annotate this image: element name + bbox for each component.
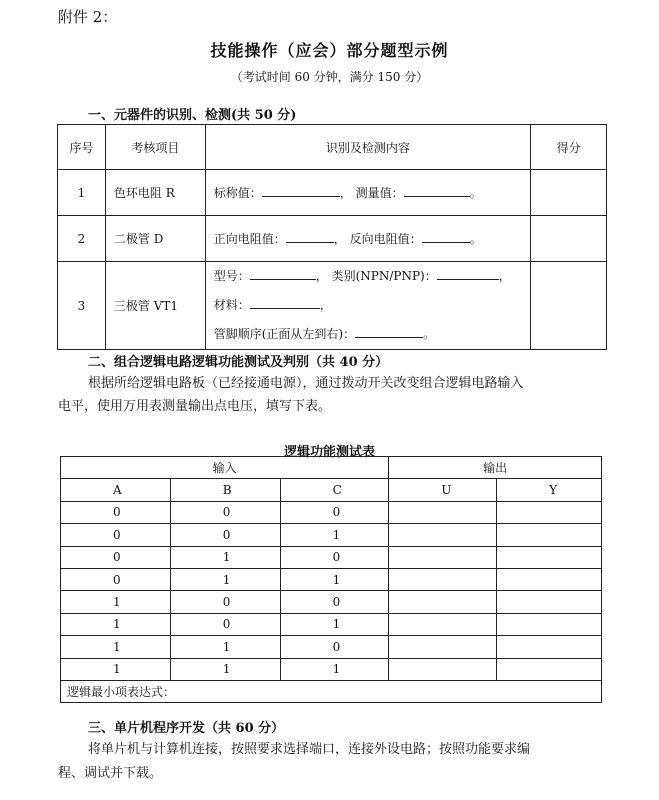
col-header-a: A	[61, 479, 171, 501]
column-header-row	[61, 479, 602, 501]
cell-u	[389, 636, 497, 658]
cell-c: 1	[280, 613, 389, 635]
expression-label: 逻辑最小项表达式：	[61, 680, 602, 702]
table-row	[58, 170, 607, 216]
cell-b: 0	[170, 613, 280, 635]
cell-a: 0	[61, 568, 171, 590]
field-label: 管脚顺序(正面从左到右)：	[213, 327, 356, 341]
section3-paragraph-line1: 将单片机与计算机连接，按照要求选择端口，连接外设电路；按照功能要求编	[88, 742, 531, 757]
row-item: 三极管 VT1	[105, 262, 205, 350]
table-row	[61, 591, 602, 613]
field-label: 型号：	[213, 269, 250, 283]
cell-b: 1	[170, 546, 280, 568]
page-subtitle: （考试时间 60 分钟，满分 150 分）	[230, 70, 429, 84]
header-no: 序号	[58, 125, 106, 170]
field-label: 正向电阻值：	[213, 232, 286, 246]
cell-a: 0	[61, 501, 171, 523]
section2-paragraph-line1: 根据所给逻辑电路板（已经接通电源），通过拨动开关改变组合逻辑电路输入	[88, 376, 524, 391]
cell-b: 1	[170, 568, 280, 590]
cell-y	[497, 636, 602, 658]
logic-function-table	[60, 456, 602, 703]
cell-u	[389, 613, 497, 635]
row-item: 二极管 D	[105, 216, 205, 262]
component-test-table	[57, 124, 607, 350]
row-no: 1	[58, 170, 106, 216]
table-row	[58, 262, 607, 350]
table-header-row	[58, 125, 607, 170]
cell-y	[497, 613, 602, 635]
table-row	[61, 613, 602, 635]
cell-y	[497, 568, 602, 590]
cell-a: 1	[61, 613, 171, 635]
header-item: 考核项目	[105, 125, 205, 170]
table-row	[61, 546, 602, 568]
score-cell	[531, 170, 607, 216]
answer-blank	[250, 296, 320, 309]
cell-y	[497, 546, 602, 568]
cell-a: 1	[61, 591, 171, 613]
cell-u	[389, 591, 497, 613]
logic-table-caption: 逻辑功能测试表	[283, 445, 375, 460]
cell-c: 0	[280, 546, 389, 568]
row-no: 3	[58, 262, 106, 350]
header-score: 得分	[531, 125, 607, 170]
output-group-header: 输出	[389, 457, 602, 479]
row-content: 型号： ， 类别(NPN/PNP)： ， 材料： ， 管脚顺序(正面从左到右)： 。	[205, 262, 530, 350]
section1-heading: 一、元器件的识别、检测(共 50 分)	[88, 108, 297, 123]
section3-paragraph-line2: 程、调试并下载。	[58, 766, 163, 781]
cell-u	[389, 658, 497, 680]
expression-row	[61, 680, 602, 702]
cell-b: 0	[170, 501, 280, 523]
row-item: 色环电阻 R	[105, 170, 205, 216]
cell-b: 0	[170, 524, 280, 546]
col-header-y: Y	[497, 479, 602, 501]
field-label: 标称值：	[213, 186, 262, 200]
section3-heading: 三、单片机程序开发（共 60 分）	[88, 721, 285, 736]
cell-u	[389, 568, 497, 590]
answer-blank	[286, 230, 334, 243]
cell-c: 1	[280, 524, 389, 546]
field-label: 材料：	[213, 298, 250, 312]
cell-a: 1	[61, 658, 171, 680]
col-header-c: C	[280, 479, 389, 501]
header-content: 识别及检测内容	[205, 125, 530, 170]
cell-y	[497, 658, 602, 680]
answer-blank	[422, 230, 470, 243]
cell-b: 0	[170, 591, 280, 613]
page-title: 技能操作（应会）部分题型示例	[210, 41, 449, 60]
cell-a: 0	[61, 546, 171, 568]
cell-u	[389, 524, 497, 546]
row-content: 标称值： ， 测量值： 。	[205, 170, 530, 216]
table-row	[61, 501, 602, 523]
table-row	[61, 636, 602, 658]
score-cell	[531, 262, 607, 350]
cell-a: 0	[61, 524, 171, 546]
row-content: 正向电阻值： ， 反向电阻值： 。	[205, 216, 530, 262]
cell-c: 1	[280, 568, 389, 590]
table-row	[61, 568, 602, 590]
field-label: 反向电阻值：	[349, 232, 422, 246]
row-no: 2	[58, 216, 106, 262]
table-row	[61, 658, 602, 680]
cell-y	[497, 501, 602, 523]
field-label: 测量值：	[355, 186, 404, 200]
cell-y	[497, 524, 602, 546]
cell-c: 0	[280, 591, 389, 613]
cell-c: 1	[280, 658, 389, 680]
cell-b: 1	[170, 658, 280, 680]
cell-u	[389, 501, 497, 523]
group-header-row	[61, 457, 602, 479]
col-header-u: U	[389, 479, 497, 501]
table-row	[61, 524, 602, 546]
cell-b: 1	[170, 636, 280, 658]
answer-blank	[355, 325, 423, 338]
input-group-header: 输入	[61, 457, 389, 479]
cell-u	[389, 546, 497, 568]
cell-c: 0	[280, 636, 389, 658]
field-label: 类别(NPN/PNP)：	[331, 269, 437, 283]
answer-blank	[250, 267, 316, 280]
answer-blank	[404, 184, 470, 197]
cell-a: 1	[61, 636, 171, 658]
section2-heading: 二、组合逻辑电路逻辑功能测试及判别（共 40 分）	[88, 355, 389, 370]
answer-blank	[262, 184, 340, 197]
cell-c: 0	[280, 501, 389, 523]
table-row	[58, 216, 607, 262]
cell-y	[497, 591, 602, 613]
col-header-b: B	[170, 479, 280, 501]
score-cell	[531, 216, 607, 262]
section2-paragraph-line2: 电平，使用万用表测量输出点电压，填写下表。	[58, 399, 332, 414]
answer-blank	[437, 267, 499, 280]
annex-label: 附件 2：	[58, 8, 118, 26]
